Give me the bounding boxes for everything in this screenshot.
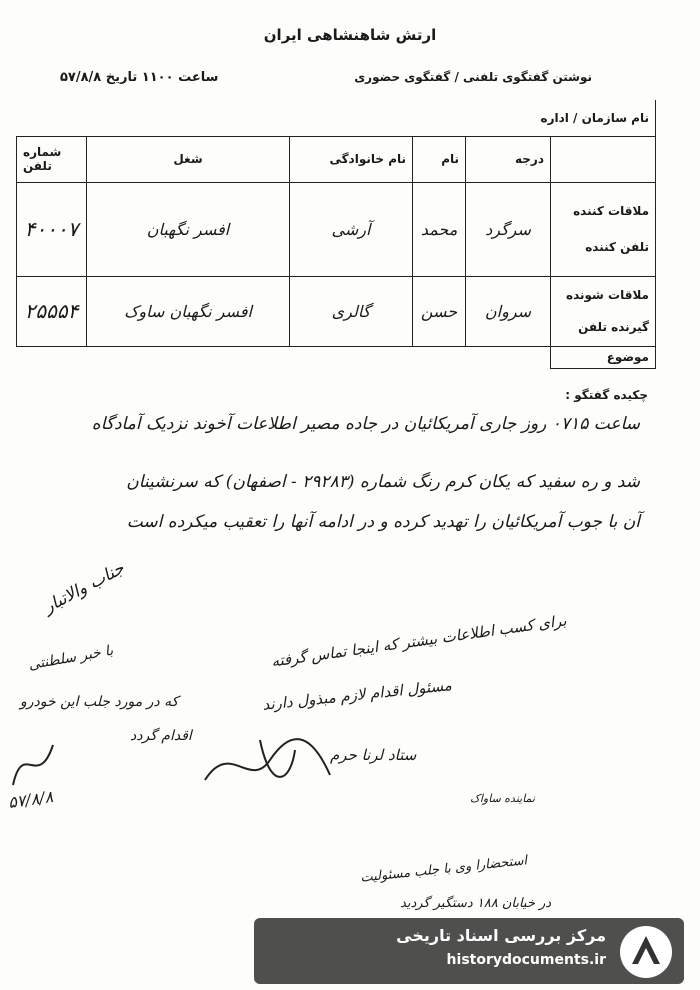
org-label: نام سازمان / اداره bbox=[540, 110, 649, 125]
watermark-title: مرکز بررسی اسناد تاریخی bbox=[396, 926, 606, 945]
note-bottom-line: در خیابان ۱۸۸ دستگیر گردید bbox=[400, 896, 552, 911]
subject-label: موضوع bbox=[551, 346, 656, 368]
note-left-line: که در مورد جلب این خودرو bbox=[20, 694, 179, 710]
header-empty bbox=[551, 136, 656, 182]
note-left-top: جناب والاتبار bbox=[40, 558, 128, 618]
col-name: نام bbox=[413, 136, 466, 182]
meeting-form-table bbox=[16, 100, 656, 369]
org-label-cell bbox=[17, 100, 656, 136]
summary-line: آن با جوب آمریکائیان را تهدید کرده و در ادامه آنها را تعقیب میکرده است bbox=[126, 512, 640, 532]
row1-phone: ۴۰۰۰۷ bbox=[17, 182, 87, 276]
note-right-line: مسئول اقدام لازم مبذول دارند bbox=[261, 676, 453, 714]
subject-value bbox=[17, 346, 551, 368]
watermark-url: historydocuments.ir bbox=[446, 952, 606, 968]
note-right-mid: نماینده ساواک bbox=[470, 792, 535, 805]
watermark-banner bbox=[254, 918, 684, 984]
summary-line: ساعت ۰۷۱۵ روز جاری آمریکائیان در جاده مصیر اطلاعات آخوند نزدیک آمادگاه bbox=[91, 414, 640, 434]
summary-line: شد و ره سفید که یکان کرم رنگ شماره (۲۹۲۸۳ - اصفهان) که سرنشینان bbox=[126, 472, 640, 492]
summary-label: چکیده گفتگو : bbox=[565, 388, 648, 402]
note-right-line: برای کسب اطلاعات بیشتر که اینجا تماس گرفته bbox=[270, 611, 568, 671]
col-family: نام خانوادگی bbox=[290, 136, 413, 182]
time-date-label: ساعت ۱۱۰۰ تاریخ ۵۷/۸/۸ bbox=[60, 70, 219, 85]
note-left-line: اقدام گردد bbox=[130, 728, 192, 744]
signature-scribble-left bbox=[8, 735, 58, 795]
col-job: شغل bbox=[87, 136, 290, 182]
col-rank: درجه bbox=[466, 136, 551, 182]
row1-job: افسر نگهبان bbox=[87, 182, 290, 276]
row1-label: ملاقات کننده bbox=[573, 204, 649, 218]
note-right-sign: ستاد لرنا حرم bbox=[330, 746, 417, 764]
note-left-line: با خبر سلطنتی bbox=[27, 642, 115, 674]
signature-scribble bbox=[200, 720, 340, 800]
document-title: ارتش شاهنشاهی ایران bbox=[263, 26, 437, 44]
note-bottom-line: استحضارا وی با جلب مسئولیت bbox=[359, 853, 528, 886]
col-phone: شماره تلفن bbox=[17, 136, 87, 182]
note-left-date: ۵۷/۸/۸ bbox=[6, 786, 55, 813]
form-type-label: نوشتن گفتگوی تلفنی / گفتگوی حضوری bbox=[354, 70, 592, 84]
row2-label: ملاقات شونده bbox=[566, 288, 649, 302]
row2-job: افسر نگهبان ساوک bbox=[87, 276, 290, 346]
row1-label2: تلفن کننده bbox=[585, 240, 649, 254]
row2-name: حسن bbox=[413, 276, 466, 346]
row2-label-cell bbox=[551, 276, 656, 346]
row1-rank: سرگرد bbox=[466, 182, 551, 276]
row1-family: آرشی bbox=[290, 182, 413, 276]
row2-label2: گیرنده تلفن bbox=[578, 320, 649, 334]
document-logo-icon bbox=[618, 924, 674, 980]
row2-family: گالری bbox=[290, 276, 413, 346]
row1-name: محمد bbox=[413, 182, 466, 276]
row2-rank: سروان bbox=[466, 276, 551, 346]
row2-phone: ۲۵۵۵۴ bbox=[17, 276, 87, 346]
row1-label-cell bbox=[551, 182, 656, 276]
